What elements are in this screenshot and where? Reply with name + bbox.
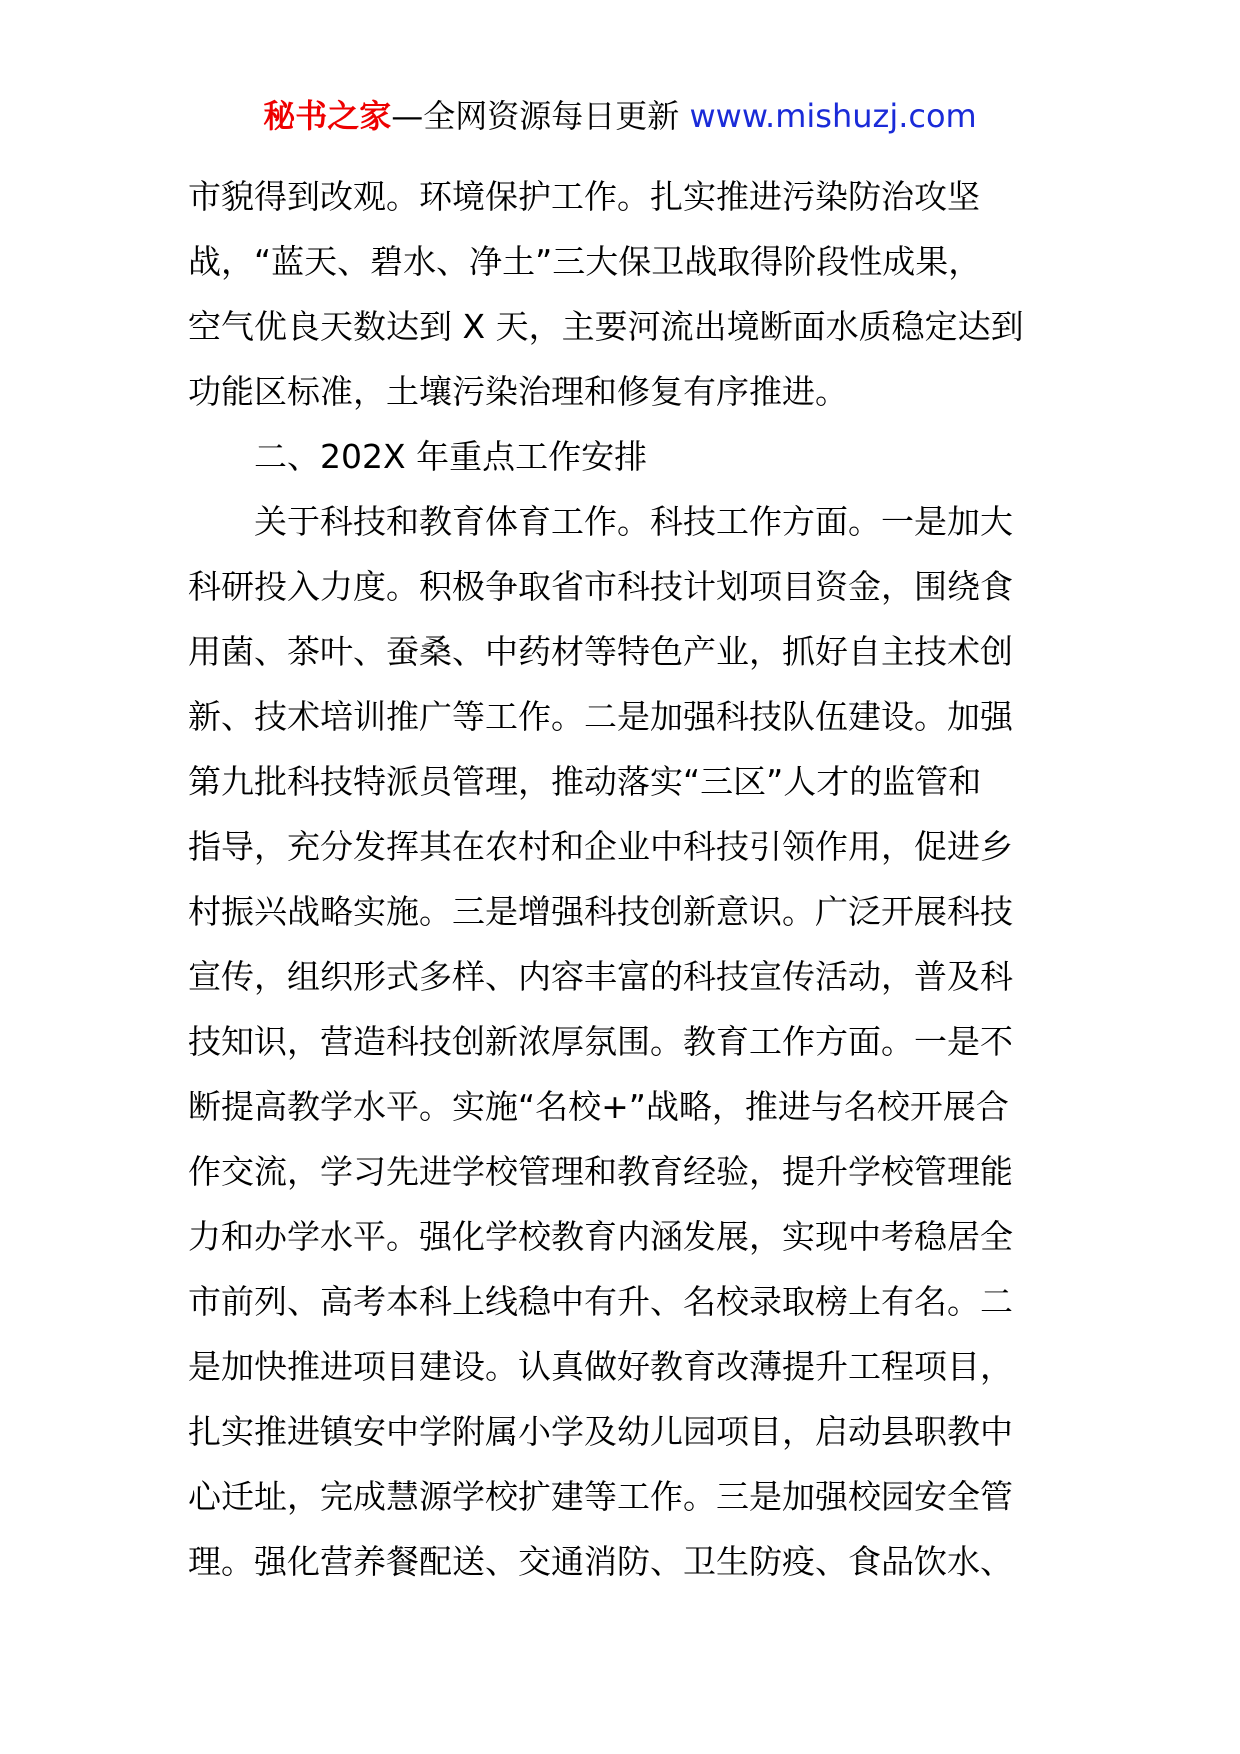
text-line: 村振兴战略实施。三是增强科技创新意识。广泛开展科技 — [188, 892, 1013, 931]
text-line: 新、技术培训推广等工作。二是加强科技队伍建设。加强 — [188, 697, 1013, 736]
document-body — [188, 164, 1054, 1594]
text-line: 功能区标准，土壤污染治理和修复有序推进。 — [188, 372, 848, 411]
text-line: 空气优良天数达到 X 天，主要河流出境断面水质稳定达到 — [188, 307, 1024, 346]
text-line: 战，“蓝天、碧水、净土”三大保卫战取得阶段性成果， — [188, 242, 982, 281]
text-line: 扎实推进镇安中学附属小学及幼儿园项目，启动县职教中 — [188, 1412, 1013, 1451]
site-header — [0, 96, 1240, 136]
text-line: 作交流，学习先进学校管理和教育经验，提升学校管理能 — [188, 1152, 1013, 1191]
text-line: 心迁址，完成慧源学校扩建等工作。三是加强校园安全管 — [188, 1477, 1013, 1516]
text-line: 力和办学水平。强化学校教育内涵发展，实现中考稳居全 — [188, 1217, 1013, 1256]
text-line: 关于科技和教育体育工作。科技工作方面。一是加大 — [254, 502, 1013, 541]
text-line: 理。强化营养餐配送、交通消防、卫生防疫、食品饮水、 — [188, 1542, 1013, 1581]
text-line: 第九批科技特派员管理，推动落实“三区”人才的监管和 — [188, 762, 982, 801]
text-line: 市貌得到改观。环境保护工作。扎实推进污染防治攻坚 — [188, 177, 980, 216]
text-line: 用菌、茶叶、蚕桑、中药材等特色产业，抓好自主技术创 — [188, 632, 1013, 671]
text-line: 技知识，营造科技创新浓厚氛围。教育工作方面。一是不 — [188, 1022, 1013, 1061]
site-tagline: —全网资源每日更新 — [391, 97, 690, 135]
text-line: 指导，充分发挥其在农村和企业中科技引领作用，促进乡 — [188, 827, 1013, 866]
text-line: 是加快推进项目建设。认真做好教育改薄提升工程项目， — [188, 1347, 1013, 1386]
text-line: 断提高教学水平。实施“名校+”战略，推进与名校开展合 — [188, 1087, 1009, 1126]
text-line: 市前列、高考本科上线稳中有升、名校录取榜上有名。二 — [188, 1282, 1013, 1321]
site-brand: 秘书之家 — [263, 97, 392, 135]
text-line: 宣传，组织形式多样、内容丰富的科技宣传活动，普及科 — [188, 957, 1013, 996]
section-heading: 二、202X 年重点工作安排 — [254, 437, 648, 476]
site-url-link[interactable]: www.mishuzj.com — [689, 97, 977, 135]
text-line: 科研投入力度。积极争取省市科技计划项目资金，围绕食 — [188, 567, 1013, 606]
